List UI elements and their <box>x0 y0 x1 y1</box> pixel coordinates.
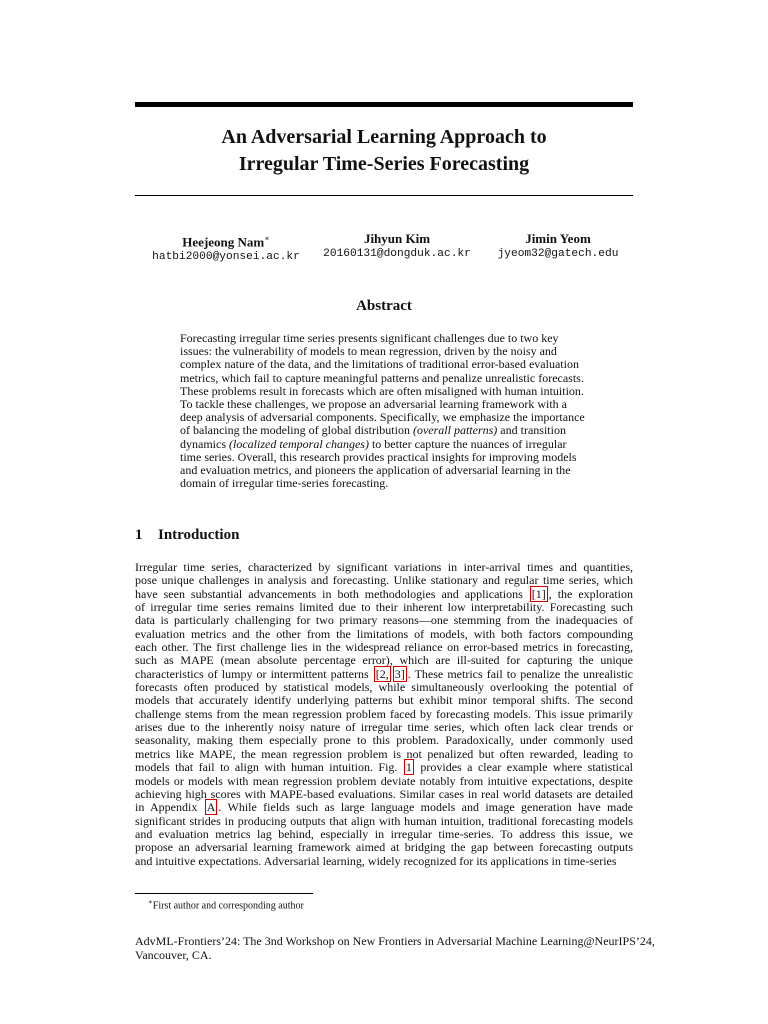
abstract-line <box>180 438 588 451</box>
body-line: arises due to the inherently noisy nature of irregular time series, which often lack clear trends or <box>135 720 633 735</box>
abstract-line: Forecasting irregular time series presents significant challenges due to two key <box>180 331 559 345</box>
venue-line: AdvML-Frontiers’24: The 3nd Workshop on New Frontiers in Adversarial Machine Learning@NeurIPS’24, <box>135 934 655 948</box>
abstract-line: deep analysis of adversarial components. Specifically, we emphasize the importance <box>180 410 585 425</box>
author-name: Heejeong Nam <box>182 234 265 250</box>
footnote-mark: ∗ <box>148 898 153 906</box>
body-fragment: . While fields such as large language models and image generation have made <box>218 800 633 815</box>
body-line: achieving high scores with MAPE-based evaluations. Similar cases in real world datasets are detailed <box>135 786 633 801</box>
author-email: 20160131@dongduk.ac.kr <box>323 248 471 260</box>
abstract-line: time series. Overall, this research provides practical insights for improving models <box>180 449 577 464</box>
body-line: forecasts often produced by statistical models, while simultaneously overlooking the potential of <box>135 680 633 695</box>
body-line: each other. The first challenge lies in the widespread reliance on error-based metrics in forecasting, <box>135 640 633 655</box>
abstract-line: These problems result in forecasts which are often misaligned with human intuition. <box>180 383 584 398</box>
abstract-line: issues: the vulnerability of models to mean regression, driven by the noisy and <box>180 344 557 359</box>
body-fragment: in Appendix <box>135 800 204 815</box>
body-fragment: , the exploration <box>548 586 633 601</box>
body-line: metrics like MAPE, the mean regression problem is not penalized but often rewarded, leading to <box>135 746 633 761</box>
body-line: such as MAPE (mean absolute percentage error), which are ill-suited for capturing the unique <box>135 653 633 668</box>
abstract-fragment: and transition <box>500 423 566 438</box>
body-fragment: models that fail to align with human intuition. Fig. <box>135 760 403 775</box>
body-line: models or models with mean regression problem deviate notably from intuitive expectations, despite <box>135 773 633 788</box>
abstract-fragment: of balancing the modeling of global distribution <box>180 423 413 438</box>
citation-link[interactable]: 3] <box>394 666 405 681</box>
figure-link[interactable]: 1 <box>405 760 412 775</box>
section-number: 1 <box>135 527 143 543</box>
body-line: pose unique challenges in analysis and forecasting. Unlike stationary and regular time series, which <box>135 573 633 588</box>
abstract-line: and evaluation metrics, and pioneers the application of adversarial learning in the <box>180 463 571 478</box>
body-line: data is particularly challenging for two primary reasons—one stemming from the inadequacies of <box>135 613 633 628</box>
introduction-text <box>135 561 633 868</box>
body-line: propose an adversarial learning framework aimed at bridging the gap between forecasting outputs <box>135 840 633 855</box>
abstract-italic: (localized temporal changes) <box>229 436 369 451</box>
abstract-line: metrics, which fail to capture meaningful patterns and penalize unrealistic forecasts. <box>180 370 584 385</box>
body-fragment: characteristics of lumpy or intermittent patterns <box>135 666 373 681</box>
body-line: evaluation metrics and the other from the limitations of models, with both factors compounding <box>135 626 633 641</box>
abstract-fragment: to better capture the nuances of irregular <box>368 436 567 451</box>
author-block <box>140 230 312 265</box>
title-line-1: An Adversarial Learning Approach to <box>221 126 547 148</box>
body-fragment: have seen substantial advancements in both methodologies and applications <box>135 586 529 601</box>
body-line: models that accurately identify underlying patterns but exhibit minor temporal shifts. The second <box>135 693 633 708</box>
venue-line: Vancouver, CA. <box>135 947 212 962</box>
author-name: Jihyun Kim <box>363 231 431 246</box>
body-line: of irregular time series remains limited due to their inherent low interpretability. Forecasting such <box>135 600 633 615</box>
abstract-line: domain of irregular time-series forecasting. <box>180 476 389 491</box>
abstract-heading: Abstract <box>356 298 412 314</box>
body-line: challenge stems from the mean regression problem faced by forecasting models. This issue primarily <box>135 706 633 721</box>
author-block <box>492 230 624 262</box>
title-line-2: Irregular Time-Series Forecasting <box>238 153 530 175</box>
title-rule <box>135 195 633 196</box>
abstract-text <box>180 332 588 490</box>
body-line: significant strides in producing outputs that align with human intuition, traditional forecasting models <box>135 813 633 828</box>
author-block <box>317 230 477 262</box>
body-line: Irregular time series, characterized by significant variations in inter-arrival times and quantities, <box>135 560 633 574</box>
body-line <box>135 761 633 774</box>
footnote <box>148 896 304 912</box>
paper-title <box>135 124 633 178</box>
author-name: Jimin Yeom <box>525 231 591 246</box>
section-title: Introduction <box>158 527 240 543</box>
body-line: seasonality, making them especially prone to this problem. Paradoxically, under commonly used <box>135 733 633 748</box>
author-email: jyeom32@gatech.edu <box>497 248 619 260</box>
abstract-line: complex nature of the data, and the limitations of traditional error-based evaluation <box>180 357 579 372</box>
footnote-rule <box>135 893 313 894</box>
top-rule <box>135 102 633 107</box>
body-line <box>135 801 633 814</box>
author-footnote-mark: ∗ <box>264 234 270 243</box>
body-line: and evaluation metrics lag behind, especially in irregular time-series. To address this issue, we <box>135 826 633 841</box>
abstract-fragment: dynamics <box>180 436 229 451</box>
citation-link[interactable]: [2, <box>375 666 389 681</box>
footnote-text: First author and corresponding author <box>152 900 304 912</box>
author-email: hatbi2000@yonsei.ac.kr <box>152 251 300 264</box>
citation-link[interactable]: [1] <box>531 586 546 601</box>
body-line <box>135 588 633 601</box>
body-line: and intuitive expectations. Adversarial learning, widely recognized for its applications in time-series <box>135 853 617 868</box>
section-heading <box>135 526 239 545</box>
appendix-link[interactable]: A <box>206 800 216 815</box>
venue-note <box>135 934 655 962</box>
abstract-italic: (overall patterns) <box>412 423 498 438</box>
body-line <box>135 668 633 681</box>
body-fragment: . These metrics fail to penalize the unrealistic <box>407 666 633 681</box>
body-fragment: provides a clear example where statistical <box>414 760 633 775</box>
abstract-line: To tackle these challenges, we propose an adversarial learning framework with a <box>180 397 567 412</box>
